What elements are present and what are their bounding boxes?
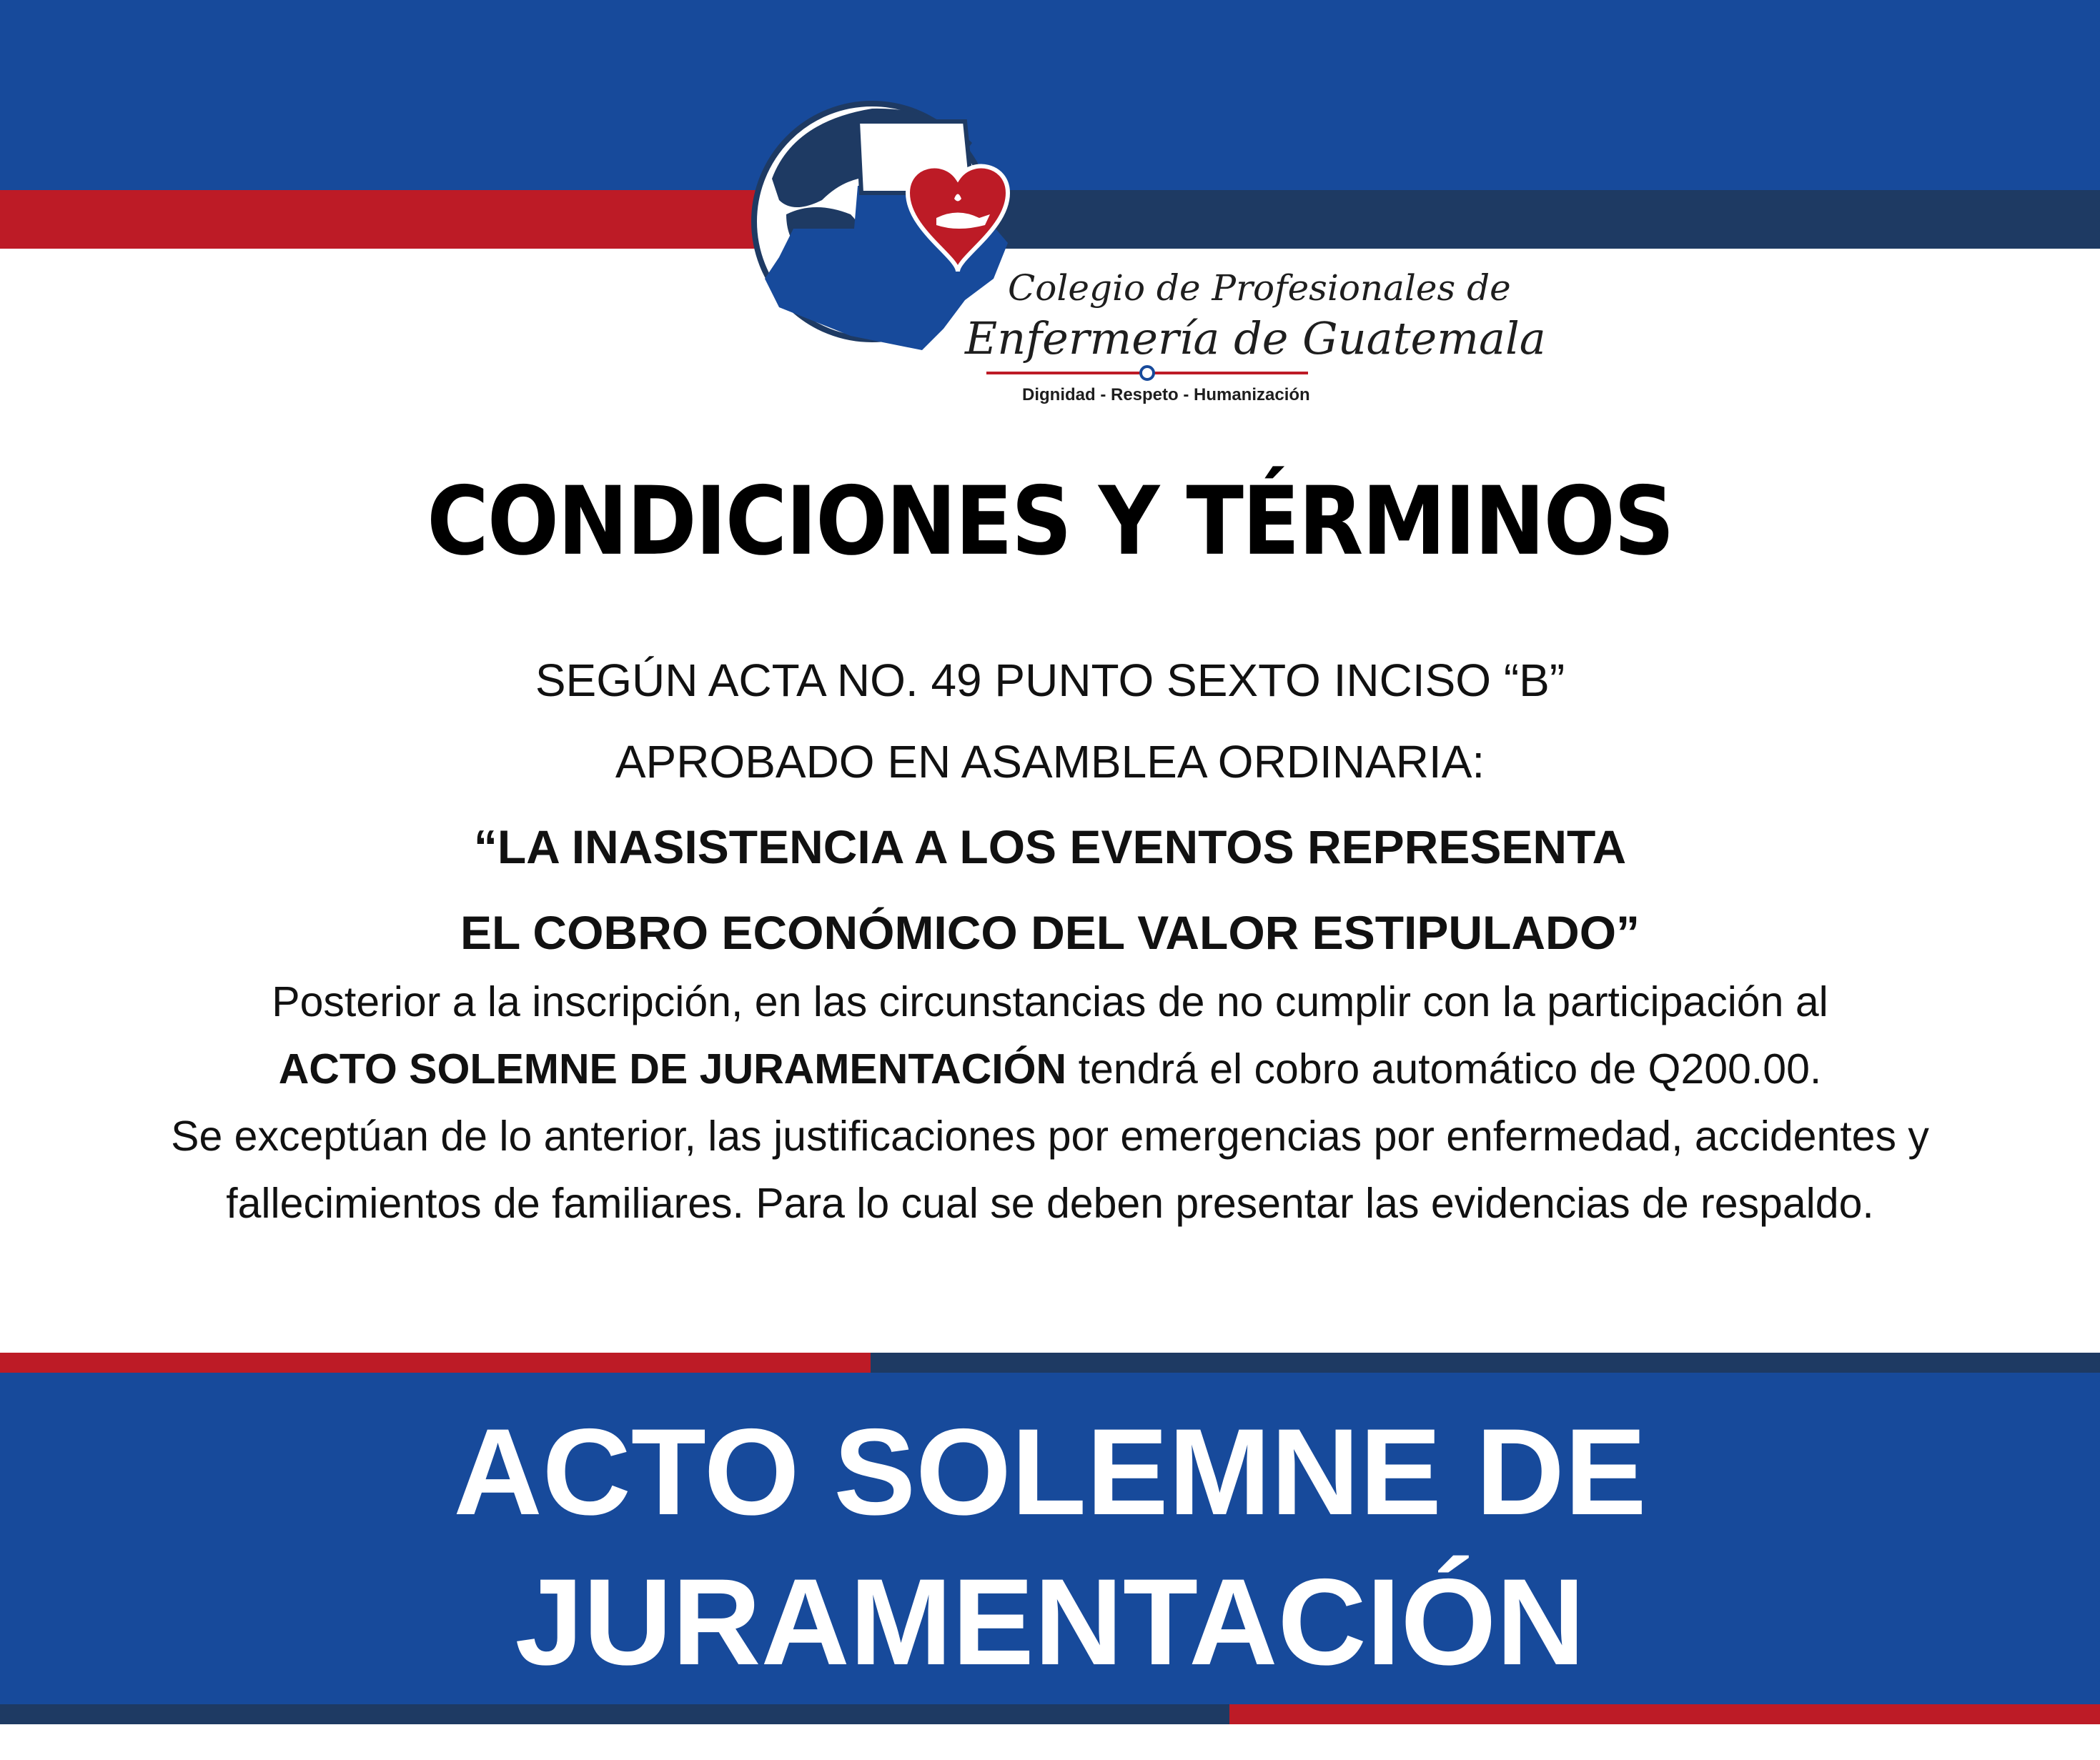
terms-part-2: tendrá el cobro automático de Q200.00. bbox=[1066, 1045, 1822, 1093]
terms-bold-event: ACTO SOLEMNE DE JURAMENTACIÓN bbox=[278, 1045, 1067, 1093]
terms-part-2-line bbox=[86, 1035, 2014, 1103]
footer-navy-stripe bbox=[0, 1704, 1229, 1724]
bottom-navy-stripe bbox=[871, 1353, 2100, 1373]
page-title: CONDICIONES Y TÉRMINOS bbox=[427, 465, 1673, 577]
event-banner bbox=[0, 1397, 2100, 1697]
organization-logo bbox=[708, 93, 1546, 422]
bottom-red-stripe bbox=[0, 1353, 871, 1373]
logo-motto: Dignidad - Respeto - Humanización bbox=[1022, 385, 1310, 404]
banner-line-2: JURAMENTACIÓN bbox=[515, 1553, 1585, 1691]
terms-paragraph bbox=[86, 968, 2014, 1237]
logo-name-line2: Enfermería de Guatemala bbox=[965, 312, 1546, 364]
rule-quote bbox=[0, 804, 2100, 975]
top-red-stripe bbox=[0, 190, 772, 249]
acta-reference bbox=[0, 640, 2100, 802]
terms-part-3: Se exceptúan de lo anterior, las justificaciones por emergencias por enfermedad, accidentes y fallecimientos de familiares. Para lo cual se deben presentar las evidencias de respaldo. bbox=[171, 1113, 1929, 1227]
acta-line-2: APROBADO EN ASAMBLEA ORDINARIA: bbox=[615, 736, 1485, 787]
banner-line-1: ACTO SOLEMNE DE bbox=[453, 1403, 1647, 1541]
acta-line-1: SEGÚN ACTA NO. 49 PUNTO SEXTO INCISO “B” bbox=[535, 655, 1565, 706]
footer-red-stripe bbox=[1229, 1704, 2100, 1724]
logo-name-line1: Colegio de Profesionales de bbox=[1008, 267, 1511, 309]
quote-line-2: EL COBRO ECONÓMICO DEL VALOR ESTIPULADO” bbox=[460, 906, 1640, 959]
terms-part-1: Posterior a la inscripción, en las circunstancias de no cumplir con la participación al bbox=[272, 978, 1828, 1025]
quote-line-1: “LA INASISTENCIA A LOS EVENTOS REPRESENTA bbox=[473, 820, 1627, 873]
